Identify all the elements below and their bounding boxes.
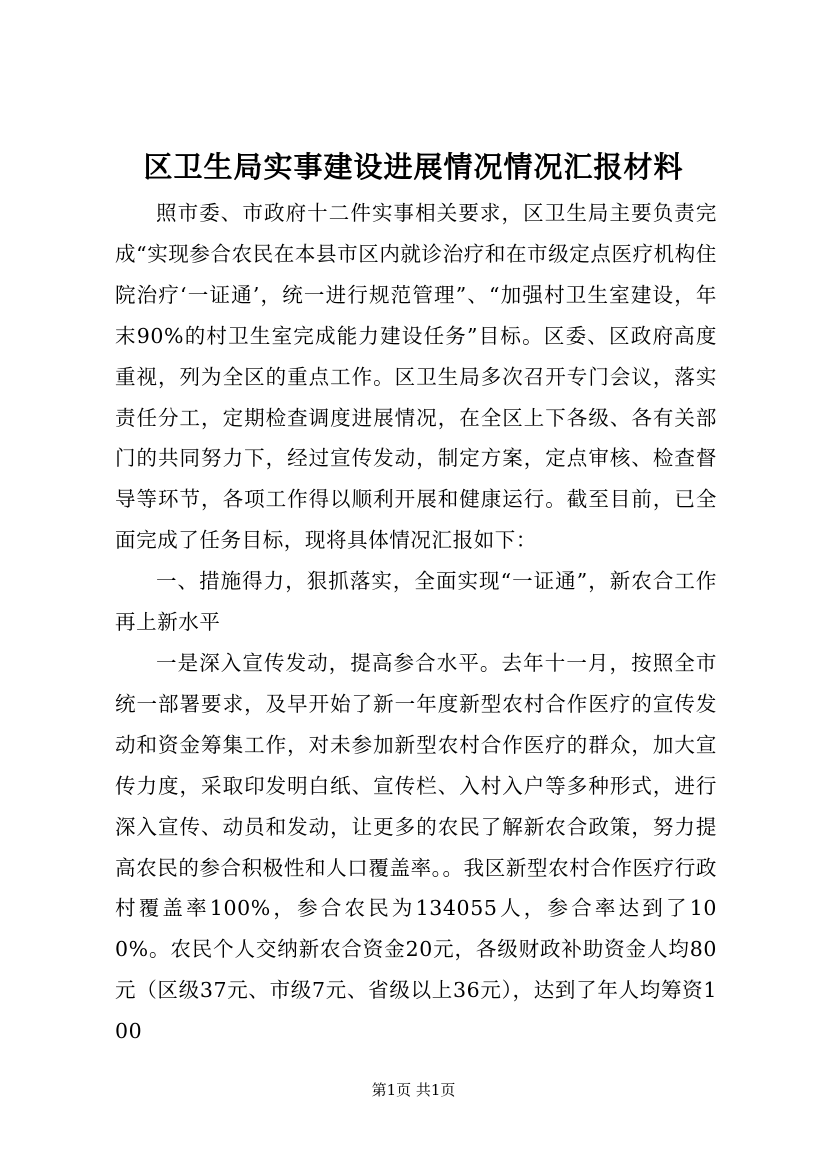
- paragraph-section-heading: 一、措施得力，狠抓落实，全面实现“一证通”，新农合工作再上新水平: [115, 569, 717, 635]
- paragraph-intro: 照市委、市政府十二件实事相关要求，区卫生局主要负责完成“实现参合农民在本县市区内就诊治疗和在市级定点医疗机构住院治疗‘一证通’，统一进行规范管理”、“加强村卫生室建设，年末90%的村卫生室完成能力建设任务”目标。区委、区政府高度重视，列为全区的重点工作。区卫生局多次召开专门会议，落实责任分工，定期检查调度进展情况，在全区上下各级、各有关部门的共同努力下，经过宣传发动，制定方案，定点审核、检查督导等环节，各项工作得以顺利开展和健康运行。截至目前，已全面完成了任务目标，现将具体情况汇报如下：: [115, 201, 717, 553]
- document-body: [115, 193, 717, 1052]
- page-footer: 第1页 共1页: [371, 1081, 456, 1099]
- paragraph-publicity: 一是深入宣传发动，提高参合水平。去年十一月，按照全市统一部署要求，及早开始了新一年度新型农村合作医疗的宣传发动和资金筹集工作，对未参加新型农村合作医疗的群众，加大宣传力度，采取印发明白纸、宣传栏、入村入户等多种形式，进行深入宣传、动员和发动，让更多的农民了解新农合政策，努力提高农民的参合积极性和人口覆盖率。。我区新型农村合作医疗行政村覆盖率100%，参合农民为134055人，参合率达到了100%。农民个人交纳新农合资金20元，各级财政补助资金人均80元（区级37元、市级7元、省级以上36元），达到了年人均筹资100: [115, 650, 717, 1044]
- document-title: 区卫生局实事建设进展情况情况汇报材料: [143, 150, 684, 184]
